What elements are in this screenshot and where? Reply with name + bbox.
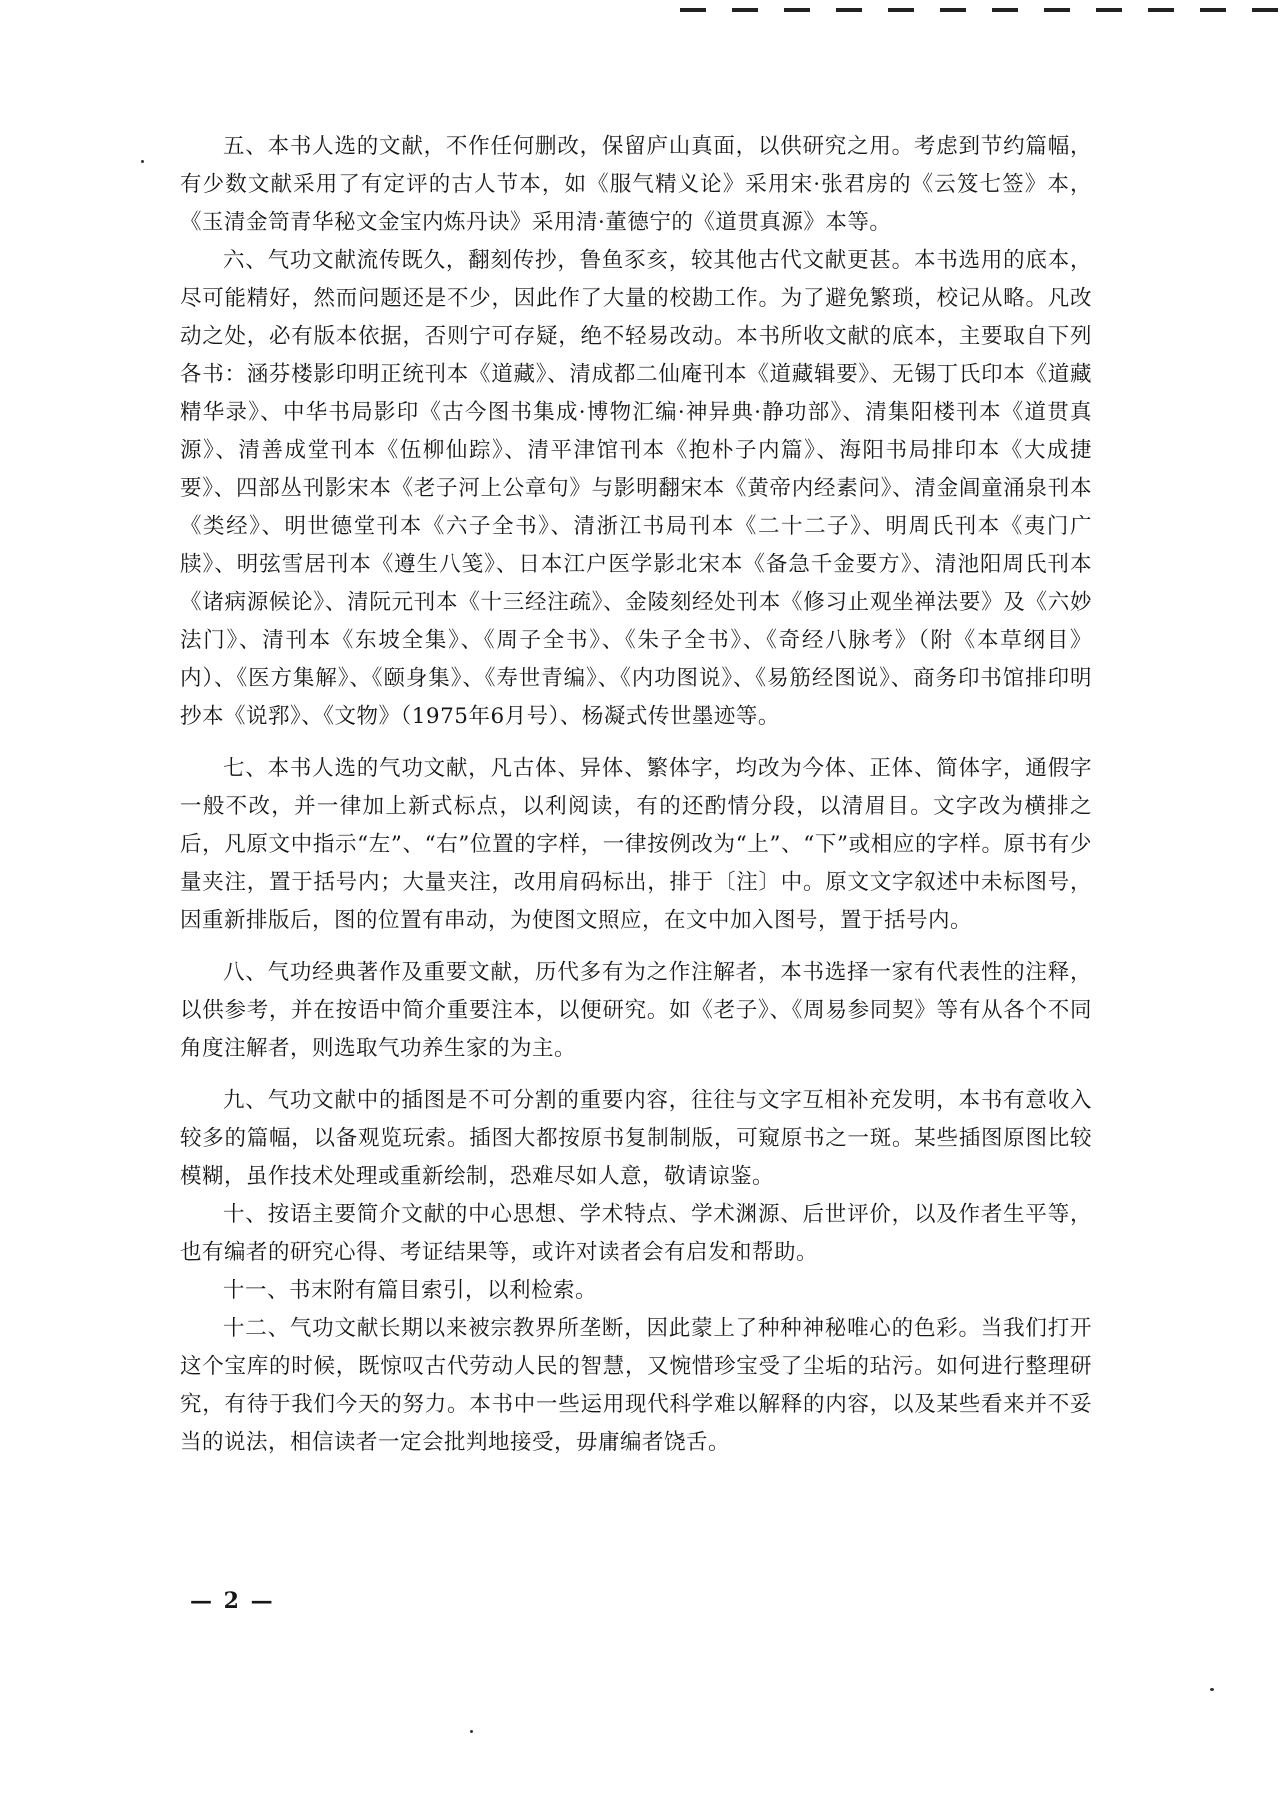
top-edge-dashes [680, 8, 1280, 12]
page-number: — 2 — [190, 1588, 275, 1614]
scan-speck [470, 1730, 473, 1733]
paragraph-10: 十、按语主要简介文献的中心思想、学术特点、学术渊源、后世评价，以及作者生平等，也有编者的研究心得、考证结果等，或许对读者会有启发和帮助。 [180, 1202, 1092, 1265]
paragraph-7: 七、本书人选的气功文献，凡古体、异体、繁体字，均改为今体、正体、简体字，通假字一般不改，并一律加上新式标点，以利阅读，有的还酌情分段，以清眉目。文字改为横排之后，凡原文中指示“左”、“右”位置的字样，一律按例改为“上”、“下”或相应的字样。原书有少量夹注，置于括号内；大量夹注，改用肩码标出，排于〔注〕中。原文文字叙述中未标图号，因重新排版后，图的位置有串动，为使图文照应，在文中加入图号，置于括号内。 [180, 756, 1092, 933]
paragraph-8: 八、气功经典著作及重要文献，历代多有为之作注解者，本书选择一家有代表性的注释，以供参考，并在按语中简介重要注本，以便研究。如《老子》、《周易参同契》等有从各个不同角度注解者，则选取气功养生家的为主。 [180, 960, 1092, 1061]
paragraph-5: 五、本书人选的文献，不作任何删改，保留庐山真面，以供研究之用。考虑到节约篇幅，有少数文献采用了有定评的古人节本，如《服气精义论》采用宋·张君房的《云笈七签》本，《玉清金笥青华秘文金宝内炼丹诀》采用清·董德宁的《道贯真源》本等。 [180, 134, 1092, 235]
paragraph-11: 十一、书末附有篇目索引，以利检索。 [223, 1278, 598, 1303]
page-body [180, 128, 1092, 1462]
scan-speck [1210, 1688, 1214, 1691]
paragraph-9: 九、气功文献中的插图是不可分割的重要内容，往往与文字互相补充发明，本书有意收入较多的篇幅，以备观览玩索。插图大都按原书复制制版，可窥原书之一斑。某些插图原图比较模糊，虽作技术处理或重新绘制，恐难尽如人意，敬请谅鉴。 [180, 1088, 1092, 1189]
paragraph-6: 六、气功文献流传既久，翻刻传抄，鲁鱼豕亥，较其他古代文献更甚。本书选用的底本，尽可能精好，然而问题还是不少，因此作了大量的校勘工作。为了避免繁琐，校记从略。凡改动之处，必有版本依据，否则宁可存疑，绝不轻易改动。本书所收文献的底本，主要取自下列各书：涵芬楼影印明正统刊本《道藏》、清成都二仙庵刊本《道藏辑要》、无锡丁氏印本《道藏精华录》、中华书局影印《古今图书集成·博物汇编·神异典·静功部》、清集阳楼刊本《道贯真源》、清善成堂刊本《伍柳仙踪》、清平津馆刊本《抱朴子内篇》、海阳书局排印本《大成捷要》、四部丛刊影宋本《老子河上公章句》与影明翻宋本《黄帝内经素问》、清金阊童涌泉刊本《类经》、明世德堂刊本《六子全书》、清浙江书局刊本《二十二子》、明周氏刊本《夷门广牍》、明弦雪居刊本《遵生八笺》、日本江户医学影北宋本《备急千金要方》、清池阳周氏刊本《诸病源候论》、清阮元刊本《十三经注疏》、金陵刻经处刊本《修习止观坐禅法要》及《六妙法门》、清刊本《东坡全集》、《周子全书》、《朱子全书》、《奇经八脉考》（附《本草纲目》内）、《医方集解》、《颐身集》、《寿世青编》、《内功图说》、《易筋经图说》、商务印书馆排印明抄本《说郛》、《文物》（1975年6月号）、杨凝式传世墨迹等。 [180, 248, 1092, 729]
scan-speck [141, 160, 144, 163]
paragraph-12: 十二、气功文献长期以来被宗教界所垄断，因此蒙上了种种神秘唯心的色彩。当我们打开这个宝库的时候，既惊叹古代劳动人民的智慧，又惋惜珍宝受了尘垢的玷污。如何进行整理研究，有待于我们今天的努力。本书中一些运用现代科学难以解释的内容，以及某些看来并不妥当的说法，相信读者一定会批判地接受，毋庸编者饶舌。 [180, 1316, 1092, 1455]
